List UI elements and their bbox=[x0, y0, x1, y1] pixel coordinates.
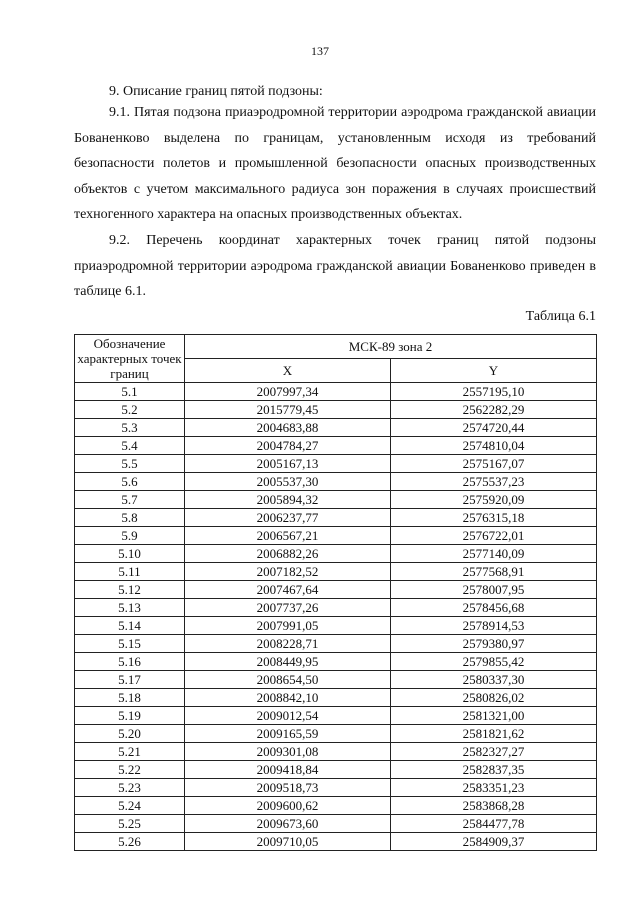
x-cell: 2008842,10 bbox=[185, 689, 391, 707]
x-cell: 2009518,73 bbox=[185, 779, 391, 797]
x-cell: 2009710,05 bbox=[185, 833, 391, 851]
x-cell: 2004784,27 bbox=[185, 437, 391, 455]
point-id-cell: 5.8 bbox=[75, 509, 185, 527]
point-id-cell: 5.13 bbox=[75, 599, 185, 617]
table-row bbox=[75, 725, 597, 743]
y-cell: 2574720,44 bbox=[391, 419, 597, 437]
table-row bbox=[75, 491, 597, 509]
y-cell: 2557195,10 bbox=[391, 383, 597, 401]
section-heading: 9. Описание границ пятой подзоны: bbox=[109, 84, 323, 99]
zone-header: МСК-89 зона 2 bbox=[185, 335, 597, 359]
x-cell: 2009418,84 bbox=[185, 761, 391, 779]
y-cell: 2579855,42 bbox=[391, 653, 597, 671]
table-row bbox=[75, 455, 597, 473]
table-row bbox=[75, 761, 597, 779]
point-id-cell: 5.23 bbox=[75, 779, 185, 797]
table-row bbox=[75, 437, 597, 455]
table-row bbox=[75, 707, 597, 725]
x-cell: 2007991,05 bbox=[185, 617, 391, 635]
y-cell: 2575167,07 bbox=[391, 455, 597, 473]
x-cell: 2005537,30 bbox=[185, 473, 391, 491]
y-cell: 2576722,01 bbox=[391, 527, 597, 545]
point-id-cell: 5.3 bbox=[75, 419, 185, 437]
y-cell: 2584909,37 bbox=[391, 833, 597, 851]
page-number: 137 bbox=[311, 44, 329, 58]
x-cell: 2007467,64 bbox=[185, 581, 391, 599]
table-row bbox=[75, 527, 597, 545]
table-row bbox=[75, 743, 597, 761]
y-cell: 2562282,29 bbox=[391, 401, 597, 419]
y-cell: 2576315,18 bbox=[391, 509, 597, 527]
point-id-cell: 5.21 bbox=[75, 743, 185, 761]
x-cell: 2006882,26 bbox=[185, 545, 391, 563]
y-cell: 2575537,23 bbox=[391, 473, 597, 491]
y-cell: 2583868,28 bbox=[391, 797, 597, 815]
table-header-row bbox=[75, 335, 597, 359]
y-cell: 2582327,27 bbox=[391, 743, 597, 761]
point-id-cell: 5.10 bbox=[75, 545, 185, 563]
x-cell: 2009165,59 bbox=[185, 725, 391, 743]
point-id-cell: 5.5 bbox=[75, 455, 185, 473]
table-row bbox=[75, 383, 597, 401]
table-caption: Таблица 6.1 bbox=[525, 309, 596, 324]
x-header: X bbox=[185, 359, 391, 383]
point-id-cell: 5.25 bbox=[75, 815, 185, 833]
point-id-cell: 5.6 bbox=[75, 473, 185, 491]
y-header: Y bbox=[391, 359, 597, 383]
table-row bbox=[75, 689, 597, 707]
table-row bbox=[75, 635, 597, 653]
point-id-cell: 5.1 bbox=[75, 383, 185, 401]
point-id-cell: 5.4 bbox=[75, 437, 185, 455]
x-cell: 2008228,71 bbox=[185, 635, 391, 653]
y-cell: 2578007,95 bbox=[391, 581, 597, 599]
point-id-cell: 5.17 bbox=[75, 671, 185, 689]
point-id-cell: 5.12 bbox=[75, 581, 185, 599]
table-row bbox=[75, 581, 597, 599]
table-row bbox=[75, 671, 597, 689]
x-cell: 2007737,26 bbox=[185, 599, 391, 617]
point-id-cell: 5.19 bbox=[75, 707, 185, 725]
paragraph-9-1 bbox=[74, 100, 596, 228]
x-cell: 2008449,95 bbox=[185, 653, 391, 671]
point-id-cell: 5.16 bbox=[75, 653, 185, 671]
y-cell: 2583351,23 bbox=[391, 779, 597, 797]
table-row bbox=[75, 401, 597, 419]
table-row bbox=[75, 599, 597, 617]
y-cell: 2581321,00 bbox=[391, 707, 597, 725]
x-cell: 2004683,88 bbox=[185, 419, 391, 437]
x-cell: 2005894,32 bbox=[185, 491, 391, 509]
x-cell: 2007997,34 bbox=[185, 383, 391, 401]
designation-header: Обозначение характерных точек границ bbox=[75, 335, 185, 383]
point-id-cell: 5.11 bbox=[75, 563, 185, 581]
y-cell: 2578456,68 bbox=[391, 599, 597, 617]
y-cell: 2584477,78 bbox=[391, 815, 597, 833]
table-row bbox=[75, 815, 597, 833]
y-cell: 2582837,35 bbox=[391, 761, 597, 779]
y-cell: 2575920,09 bbox=[391, 491, 597, 509]
table-row bbox=[75, 797, 597, 815]
y-cell: 2574810,04 bbox=[391, 437, 597, 455]
y-cell: 2580826,02 bbox=[391, 689, 597, 707]
point-id-cell: 5.22 bbox=[75, 761, 185, 779]
table-row bbox=[75, 617, 597, 635]
y-cell: 2581821,62 bbox=[391, 725, 597, 743]
table-row bbox=[75, 563, 597, 581]
y-cell: 2577140,09 bbox=[391, 545, 597, 563]
table-row bbox=[75, 833, 597, 851]
table-row bbox=[75, 473, 597, 491]
table-row bbox=[75, 545, 597, 563]
x-cell: 2009600,62 bbox=[185, 797, 391, 815]
point-id-cell: 5.9 bbox=[75, 527, 185, 545]
point-id-cell: 5.24 bbox=[75, 797, 185, 815]
x-cell: 2009012,54 bbox=[185, 707, 391, 725]
x-cell: 2009301,08 bbox=[185, 743, 391, 761]
paragraph-9-1-text: 9.1. Пятая подзона приаэродромной территории аэродрома гражданской авиации Бованенково выделена по границам, установленным исходя из требований безопасности полетов и промышленной безопасности опасных производственных объектов с учетом максимального радиуса зон поражения в случаях происшествий техногенного характера на опасных производственных объектах. bbox=[74, 105, 596, 222]
y-cell: 2578914,53 bbox=[391, 617, 597, 635]
table-row bbox=[75, 509, 597, 527]
paragraph-9-2 bbox=[74, 228, 596, 305]
point-id-cell: 5.7 bbox=[75, 491, 185, 509]
x-cell: 2006237,77 bbox=[185, 509, 391, 527]
table-row bbox=[75, 779, 597, 797]
paragraph-9-2-text: 9.2. Перечень координат характерных точек границ пятой подзоны приаэродромной территории аэродрома гражданской авиации Бованенково приведен в таблице 6.1. bbox=[74, 233, 596, 299]
table-body bbox=[75, 383, 597, 851]
x-cell: 2009673,60 bbox=[185, 815, 391, 833]
point-id-cell: 5.18 bbox=[75, 689, 185, 707]
table-row bbox=[75, 653, 597, 671]
point-id-cell: 5.26 bbox=[75, 833, 185, 851]
y-cell: 2580337,30 bbox=[391, 671, 597, 689]
point-id-cell: 5.2 bbox=[75, 401, 185, 419]
point-id-cell: 5.20 bbox=[75, 725, 185, 743]
point-id-cell: 5.15 bbox=[75, 635, 185, 653]
point-id-cell: 5.14 bbox=[75, 617, 185, 635]
coordinates-table bbox=[74, 334, 597, 851]
x-cell: 2006567,21 bbox=[185, 527, 391, 545]
y-cell: 2577568,91 bbox=[391, 563, 597, 581]
table-row bbox=[75, 419, 597, 437]
x-cell: 2007182,52 bbox=[185, 563, 391, 581]
x-cell: 2005167,13 bbox=[185, 455, 391, 473]
x-cell: 2008654,50 bbox=[185, 671, 391, 689]
x-cell: 2015779,45 bbox=[185, 401, 391, 419]
y-cell: 2579380,97 bbox=[391, 635, 597, 653]
